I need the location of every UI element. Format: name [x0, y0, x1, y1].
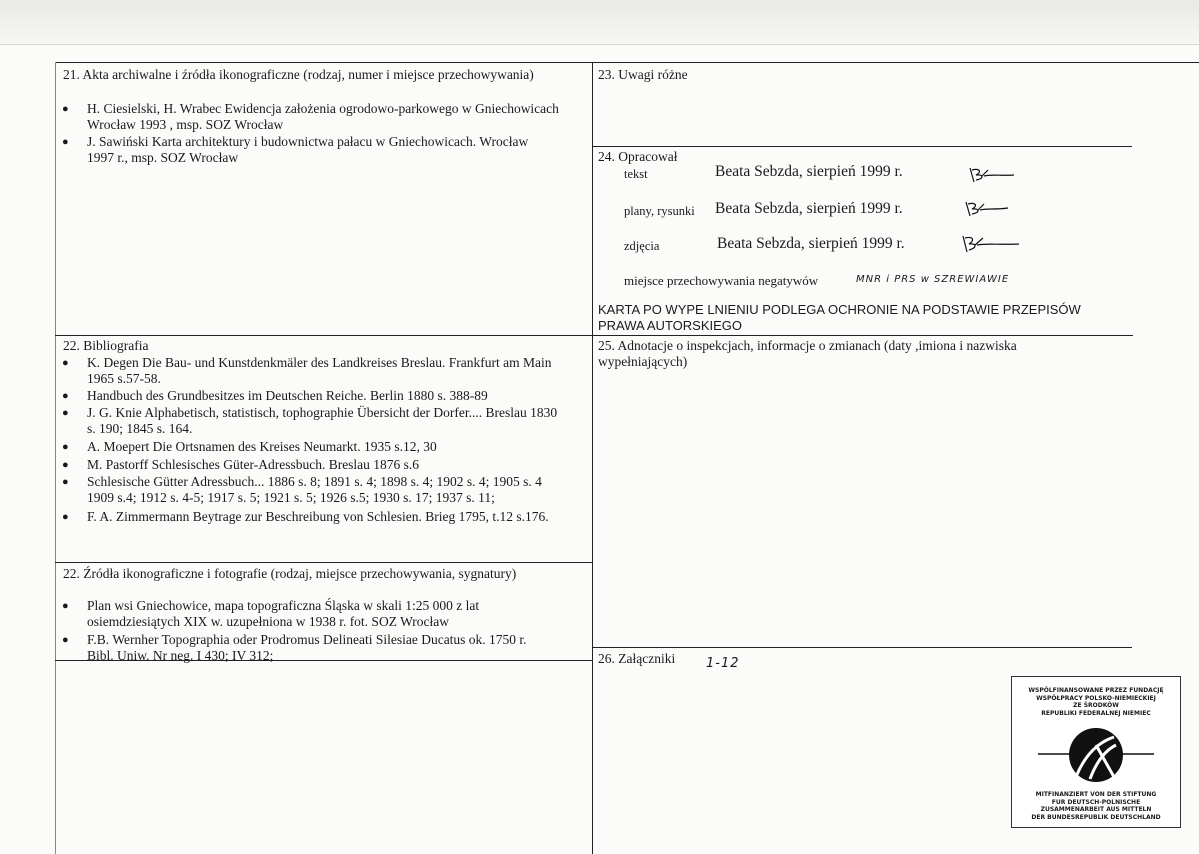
negatives-storage-value: MNR i PRS w SZREWIAWIE: [856, 274, 1010, 285]
scan-top-margin: [0, 0, 1199, 45]
icono-item-2-line-1: F.B. Wernher Topographia oder Prodromus Delineati Silesiae Ducatus ok. 1750 r.: [87, 632, 527, 647]
section-25-heading-line-1: 25. Adnotacje o inspekcjach, informacje o zmianach (daty ,imiona i nazwiska: [598, 338, 1017, 353]
section-25-heading-line-2: wypełniających): [598, 354, 688, 369]
bullet: ●: [62, 511, 69, 523]
section-22b-heading: 22. Źródła ikonograficzne i fotografie (rodzaj, miejsce przechowywania, sygnatury): [63, 566, 517, 581]
biblio-item-1-line-2: 1965 s.57-58.: [87, 371, 161, 386]
bullet: ●: [62, 600, 69, 612]
bullet: ●: [62, 476, 69, 488]
logo-bottom-line-1: MITFINANZIERT VON DER STIFTUNG: [1035, 791, 1157, 798]
author-row-text-label: tekst: [624, 167, 648, 181]
biblio-item-4: A. Moepert Die Ortsnamen des Kreises Neumarkt. 1935 s.12, 30: [87, 439, 437, 454]
section-21-heading: 21. Akta archiwalne i źródła ikonograficzne (rodzaj, numer i miejsce przechowywania): [63, 67, 534, 82]
author-row-photos-label: zdjęcia: [624, 239, 660, 253]
logo-bottom-line-4: DER BUNDESREPUBLIK DEUTSCHLAND: [1031, 813, 1161, 821]
logo-top-line-4: REPUBLIKI FEDERALNEJ NIEMIEC: [1041, 709, 1151, 717]
logo-top-line-1: WSPÓLFINANSOWANE PRZEZ FUNDACJĘ: [1028, 687, 1164, 694]
bullet: ●: [62, 634, 69, 646]
logo-top-line-3: ZE ŚRODKÓW: [1073, 702, 1119, 709]
signature-text: [962, 164, 1022, 188]
archive-item-1-line-2: Wrocław 1993 , msp. SOZ Wrocław: [87, 117, 284, 132]
bullet: ●: [62, 390, 69, 402]
icono-item-1-line-2: osiemdziesiątych XIX w. uzupełniona w 1938 r. fot. SOZ Wrocław: [87, 614, 450, 629]
biblio-item-6-line-1: Schlesische Gütter Adressbuch... 1886 s. 8; 1891 s. 4; 1898 s. 4; 1902 s. 4; 1905 s. 4: [87, 474, 542, 489]
biblio-item-3-line-1: J. G. Knie Alphabetisch, statistisch, tophographie Übersicht der Dorfer.... Breslau 1830: [87, 405, 558, 420]
author-row-text-value: Beata Sebzda, sierpień 1999 r.: [715, 163, 903, 180]
bullet: ●: [62, 357, 69, 369]
foundation-logo: [1011, 676, 1181, 828]
biblio-item-5: M. Pastorff Schlesisches Güter-Adressbuch. Breslau 1876 s.6: [87, 457, 420, 472]
section-22-heading: 22. Bibliografia: [63, 338, 149, 353]
form-center-divider: [592, 62, 593, 854]
copyright-notice-line-2: PRAWA AUTORSKIEGO: [598, 318, 742, 333]
foundation-emblem-icon: [1036, 725, 1156, 785]
bullet: ●: [62, 441, 69, 453]
section-26-heading: 26. Załączniki: [598, 651, 676, 666]
author-row-photos-value: Beata Sebzda, sierpień 1999 r.: [717, 235, 905, 252]
divider-22-top: [55, 335, 1133, 336]
author-row-plans-label: plany, rysunki: [624, 204, 695, 218]
divider-24-top: [592, 146, 1132, 147]
logo-bottom-line-2: FUR DEUTSCH-POLNISCHE: [1051, 798, 1141, 806]
divider-22b-top: [55, 562, 592, 563]
form-top-border: [55, 62, 1199, 63]
attachments-value: 1-12: [706, 656, 740, 671]
icono-item-1-line-1: Plan wsi Gniechowice, mapa topograficzna Śląska w skali 1:25 000 z lat: [87, 598, 480, 613]
biblio-item-1-line-1: K. Degen Die Bau- und Kunstdenkmäler des Landkreises Breslau. Frankfurt am Main: [87, 355, 552, 370]
divider-26-top: [592, 647, 1132, 648]
section-23-heading: 23. Uwagi różne: [598, 67, 688, 82]
bullet: ●: [62, 136, 69, 148]
archive-item-1-line-1: H. Ciesielski, H. Wrabec Ewidencja założenia ogrodowo-parkowego w Gniechowicach: [87, 101, 559, 116]
archive-item-2-line-2: 1997 r., msp. SOZ Wrocław: [87, 150, 239, 165]
logo-top-line-2: WSPÓŁPRACY POLSKO-NIEMIECKIEJ: [1036, 694, 1156, 702]
negatives-storage-label: miejsce przechowywania negatywów: [624, 273, 819, 288]
archive-item-2-line-1: J. Sawiński Karta architektury i budownictwa pałacu w Gniechowicach. Wrocław: [87, 134, 529, 149]
bullet: ●: [62, 407, 69, 419]
signature-plans: [958, 198, 1018, 222]
bullet: ●: [62, 459, 69, 471]
form-left-border: [55, 62, 56, 854]
biblio-item-2: Handbuch des Grundbesitzes im Deutschen Reiche. Berlin 1880 s. 388-89: [87, 388, 488, 403]
biblio-item-7: F. A. Zimmermann Beytrage zur Beschreibung von Schlesien. Brieg 1795, t.12 s.176.: [87, 509, 549, 524]
signature-photos: [955, 232, 1025, 258]
biblio-item-3-line-2: s. 190; 1845 s. 164.: [87, 421, 193, 436]
bullet: ●: [62, 103, 69, 115]
logo-bottom-line-3: ZUSAMMENARBEIT AUS MITTELN: [1040, 806, 1152, 813]
icono-item-2-line-2: Bibl. Uniw. Nr neg. I 430; IV 312;: [87, 648, 274, 663]
section-24-heading: 24. Opracował: [598, 149, 678, 164]
biblio-item-6-line-2: 1909 s.4; 1912 s. 4-5; 1917 s. 5; 1921 s. 5; 1926 s.5; 1930 s. 17; 1937 s. 11;: [87, 490, 495, 505]
author-row-plans-value: Beata Sebzda, sierpień 1999 r.: [715, 200, 903, 217]
copyright-notice-line-1: KARTA PO WYPE LNIENIU PODLEGA OCHRONIE NA PODSTAWIE PRZEPISÓW: [598, 302, 1081, 317]
